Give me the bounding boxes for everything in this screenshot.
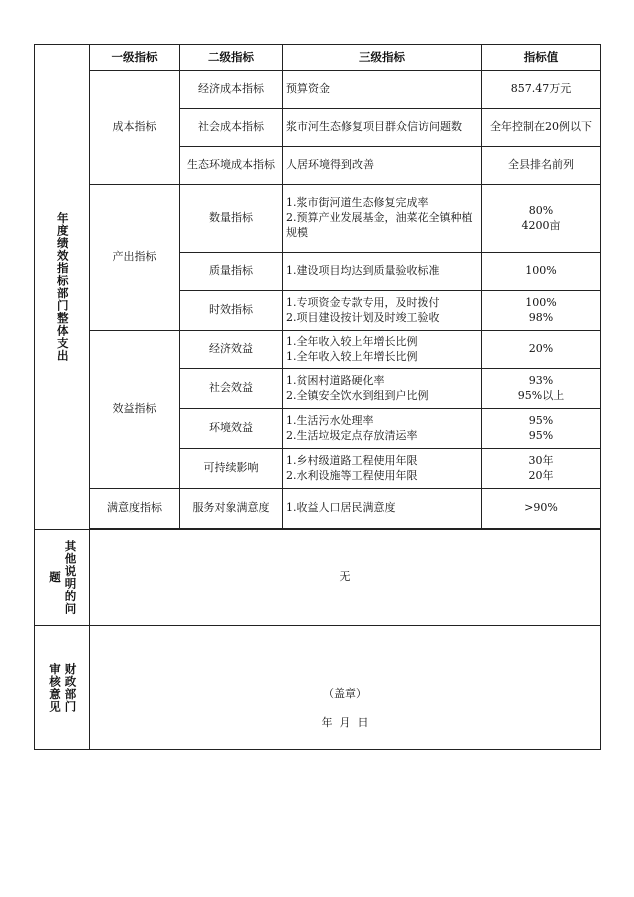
- level3-cell: [283, 71, 482, 109]
- level2-cell: 经济成本指标: [180, 71, 283, 109]
- value-cell: [482, 489, 601, 529]
- performance-table: [34, 44, 601, 750]
- value-line: 全县排名前列: [508, 158, 574, 172]
- level2-cell: 数量指标: [180, 185, 283, 253]
- table-row: [35, 489, 601, 529]
- level3-line: 1.浆市街河道生态修复完成率: [286, 196, 429, 210]
- other-notes-label-cell: [35, 530, 90, 626]
- level2-cell: 经济效益: [180, 331, 283, 369]
- level1-cell: 产出指标: [90, 185, 180, 331]
- table-row: [35, 185, 601, 253]
- level3-line: 1.贫困村道路硬化率: [286, 373, 385, 387]
- header-row: [35, 45, 601, 71]
- level3-cell: [283, 409, 482, 449]
- level3-line: 2.项目建设按计划及时竣工验收: [286, 310, 440, 324]
- level3-line: 1.全年收入较上年增长比例: [286, 349, 418, 363]
- header-level3: 三级指标: [283, 45, 482, 71]
- value-line: 80%: [528, 203, 554, 217]
- level3-line: 1.建设项目均达到质量验收标准: [286, 264, 440, 278]
- value-line: 93%: [528, 373, 554, 387]
- level3-line: 2.水利设施等工程使用年限: [286, 468, 418, 482]
- finance-review-label: 财政部门审核意见: [48, 662, 78, 713]
- level3-cell: [283, 185, 482, 253]
- value-cell: [482, 291, 601, 331]
- level2-cell: 质量指标: [180, 253, 283, 291]
- level3-line: 2.生活垃圾定点存放清运率: [286, 428, 418, 442]
- level3-cell: [283, 147, 482, 185]
- finance-review-row: [35, 626, 601, 750]
- value-line: 20%: [528, 342, 554, 356]
- level3-line: 2.全镇安全饮水到组到户比例: [286, 388, 429, 402]
- finance-review-label-cell: [35, 626, 90, 750]
- header-level2: 二级指标: [180, 45, 283, 71]
- level2-cell: 可持续影响: [180, 449, 283, 489]
- value-line: 95%: [528, 428, 554, 442]
- level3-cell: [283, 291, 482, 331]
- level2-cell: 环境效益: [180, 409, 283, 449]
- value-cell: [482, 253, 601, 291]
- value-cell: [482, 147, 601, 185]
- level2-cell: 社会成本指标: [180, 109, 283, 147]
- value-cell: [482, 449, 601, 489]
- date-text: 年 月 日: [321, 716, 369, 730]
- value-line: 20年: [528, 468, 554, 482]
- level2-cell: 生态环境成本指标: [180, 147, 283, 185]
- value-cell: [482, 369, 601, 409]
- level2-cell: 社会效益: [180, 369, 283, 409]
- level3-cell: [283, 369, 482, 409]
- table-row: [35, 331, 601, 369]
- value-line: 95%: [528, 413, 554, 427]
- value-line: 98%: [528, 310, 554, 324]
- level2-cell: 时效指标: [180, 291, 283, 331]
- value-line: 4200亩: [521, 218, 561, 232]
- other-notes-content: 无: [90, 530, 601, 626]
- level3-line: 2.预算产业发展基金，油菜花全镇种植规模: [286, 211, 473, 239]
- level3-line: 1.乡村级道路工程使用年限: [286, 453, 418, 467]
- level1-cell: 满意度指标: [90, 489, 180, 529]
- other-notes-label: 其他说明的问题: [48, 540, 78, 615]
- value-line: 95%以上: [517, 388, 565, 402]
- table-row: [35, 71, 601, 109]
- level1-cell: 成本指标: [90, 71, 180, 185]
- level3-line: 1.收益人口居民满意度: [286, 501, 396, 515]
- other-notes-row: [35, 530, 601, 626]
- value-line: 全年控制在20例以下: [490, 120, 592, 134]
- value-line: 100%: [525, 264, 557, 278]
- row-group-label-cell: [35, 45, 90, 530]
- value-cell: [482, 185, 601, 253]
- value-line: 30年: [528, 453, 554, 467]
- value-cell: [482, 71, 601, 109]
- value-cell: [482, 109, 601, 147]
- level2-cell: 服务对象满意度: [180, 489, 283, 529]
- level3-cell: [283, 331, 482, 369]
- level3-line: 人居环境得到改善: [286, 158, 374, 172]
- finance-review-content: [90, 626, 601, 750]
- level3-cell: [283, 489, 482, 529]
- seal-text: （盖章）: [323, 687, 367, 701]
- row-group-label: 年度绩效指标部门整体支出: [55, 212, 70, 362]
- value-line: 857.47万元: [510, 82, 572, 96]
- level3-cell: [283, 253, 482, 291]
- level3-cell: [283, 449, 482, 489]
- level3-line: 1.全年收入较上年增长比例: [286, 334, 418, 348]
- level3-line: 1.专项资金专款专用，及时拨付: [286, 295, 440, 309]
- value-cell: [482, 409, 601, 449]
- value-line: 100%: [525, 295, 557, 309]
- level1-cell: 效益指标: [90, 331, 180, 489]
- header-level1: 一级指标: [90, 45, 180, 71]
- level3-line: 预算资金: [286, 82, 330, 96]
- level3-cell: [283, 109, 482, 147]
- value-cell: [482, 331, 601, 369]
- value-line: >90%: [524, 501, 558, 515]
- level3-line: 1.生活污水处理率: [286, 413, 374, 427]
- header-value: 指标值: [482, 45, 601, 71]
- level3-line: 浆市河生态修复项目群众信访问题数: [286, 120, 462, 134]
